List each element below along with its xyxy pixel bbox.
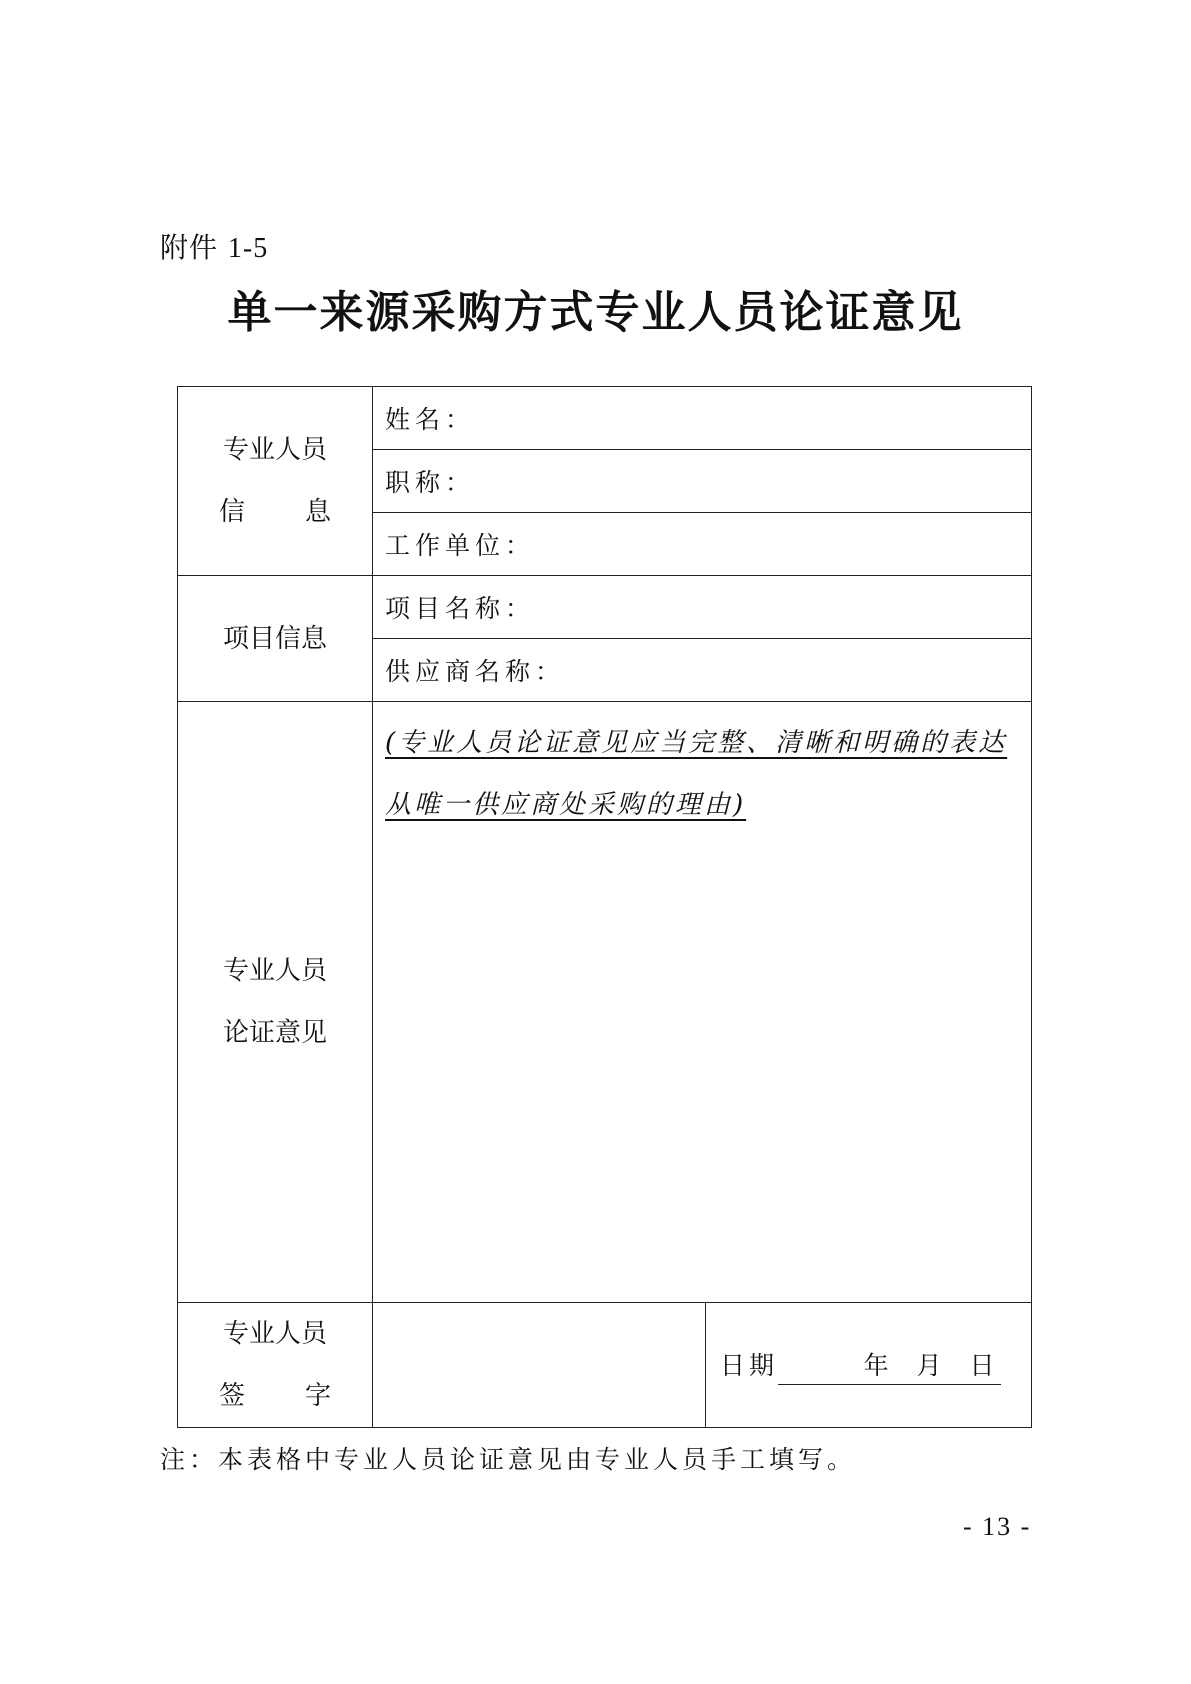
- opinion-hint-line2: 从唯一供应商处采购的理由): [385, 790, 747, 820]
- project-name-field[interactable]: 项目名称：: [373, 576, 1032, 639]
- signature-label-line1: 专业人员: [222, 1319, 327, 1349]
- page-number: - 13 -: [963, 1512, 1032, 1541]
- expert-info-label-line2: [219, 481, 331, 543]
- opinion-label-line2: 论证意见: [222, 1018, 327, 1048]
- signature-field[interactable]: [373, 1303, 706, 1428]
- expert-info-label: [178, 387, 373, 576]
- signature-label-char1: 签: [219, 1381, 246, 1411]
- attachment-number: 1-5: [227, 233, 269, 264]
- attachment-label: [160, 226, 268, 266]
- job-title-field[interactable]: 职称：: [373, 450, 1032, 513]
- opinion-hint-line1: (专业人员论证意见应当完整、清晰和明确的表达: [385, 728, 1008, 758]
- attachment-prefix: 附件: [160, 231, 219, 264]
- signature-label: [178, 1303, 373, 1428]
- month-label: 月: [916, 1350, 946, 1380]
- opinion-field[interactable]: [373, 702, 1032, 1303]
- work-unit-field[interactable]: 工作单位：: [373, 513, 1032, 576]
- opinion-label-line1: 专业人员: [222, 956, 327, 986]
- expert-info-label-char1: 信: [219, 497, 246, 527]
- date-blank: [778, 1346, 1001, 1385]
- opinion-form-table: [177, 386, 1032, 1428]
- signature-label-line2: [219, 1365, 331, 1427]
- year-label: 年: [863, 1350, 893, 1380]
- expert-info-label-char2: 息: [304, 497, 331, 527]
- date-field[interactable]: [706, 1303, 1032, 1428]
- expert-info-label-line1: 专业人员: [222, 435, 327, 465]
- page-title: 单一来源采购方式专业人员论证意见: [227, 287, 964, 338]
- opinion-label: [178, 702, 373, 1303]
- date-label: 日期: [720, 1350, 779, 1380]
- supplier-name-field[interactable]: 供应商名称：: [373, 639, 1032, 702]
- signature-label-char2: 字: [304, 1381, 331, 1411]
- day-label: 日: [969, 1350, 999, 1380]
- footnote: 注：本表格中专业人员论证意见由专业人员手工填写。: [160, 1445, 857, 1474]
- name-field[interactable]: 姓名：: [373, 387, 1032, 450]
- project-info-label: 项目信息: [178, 576, 373, 702]
